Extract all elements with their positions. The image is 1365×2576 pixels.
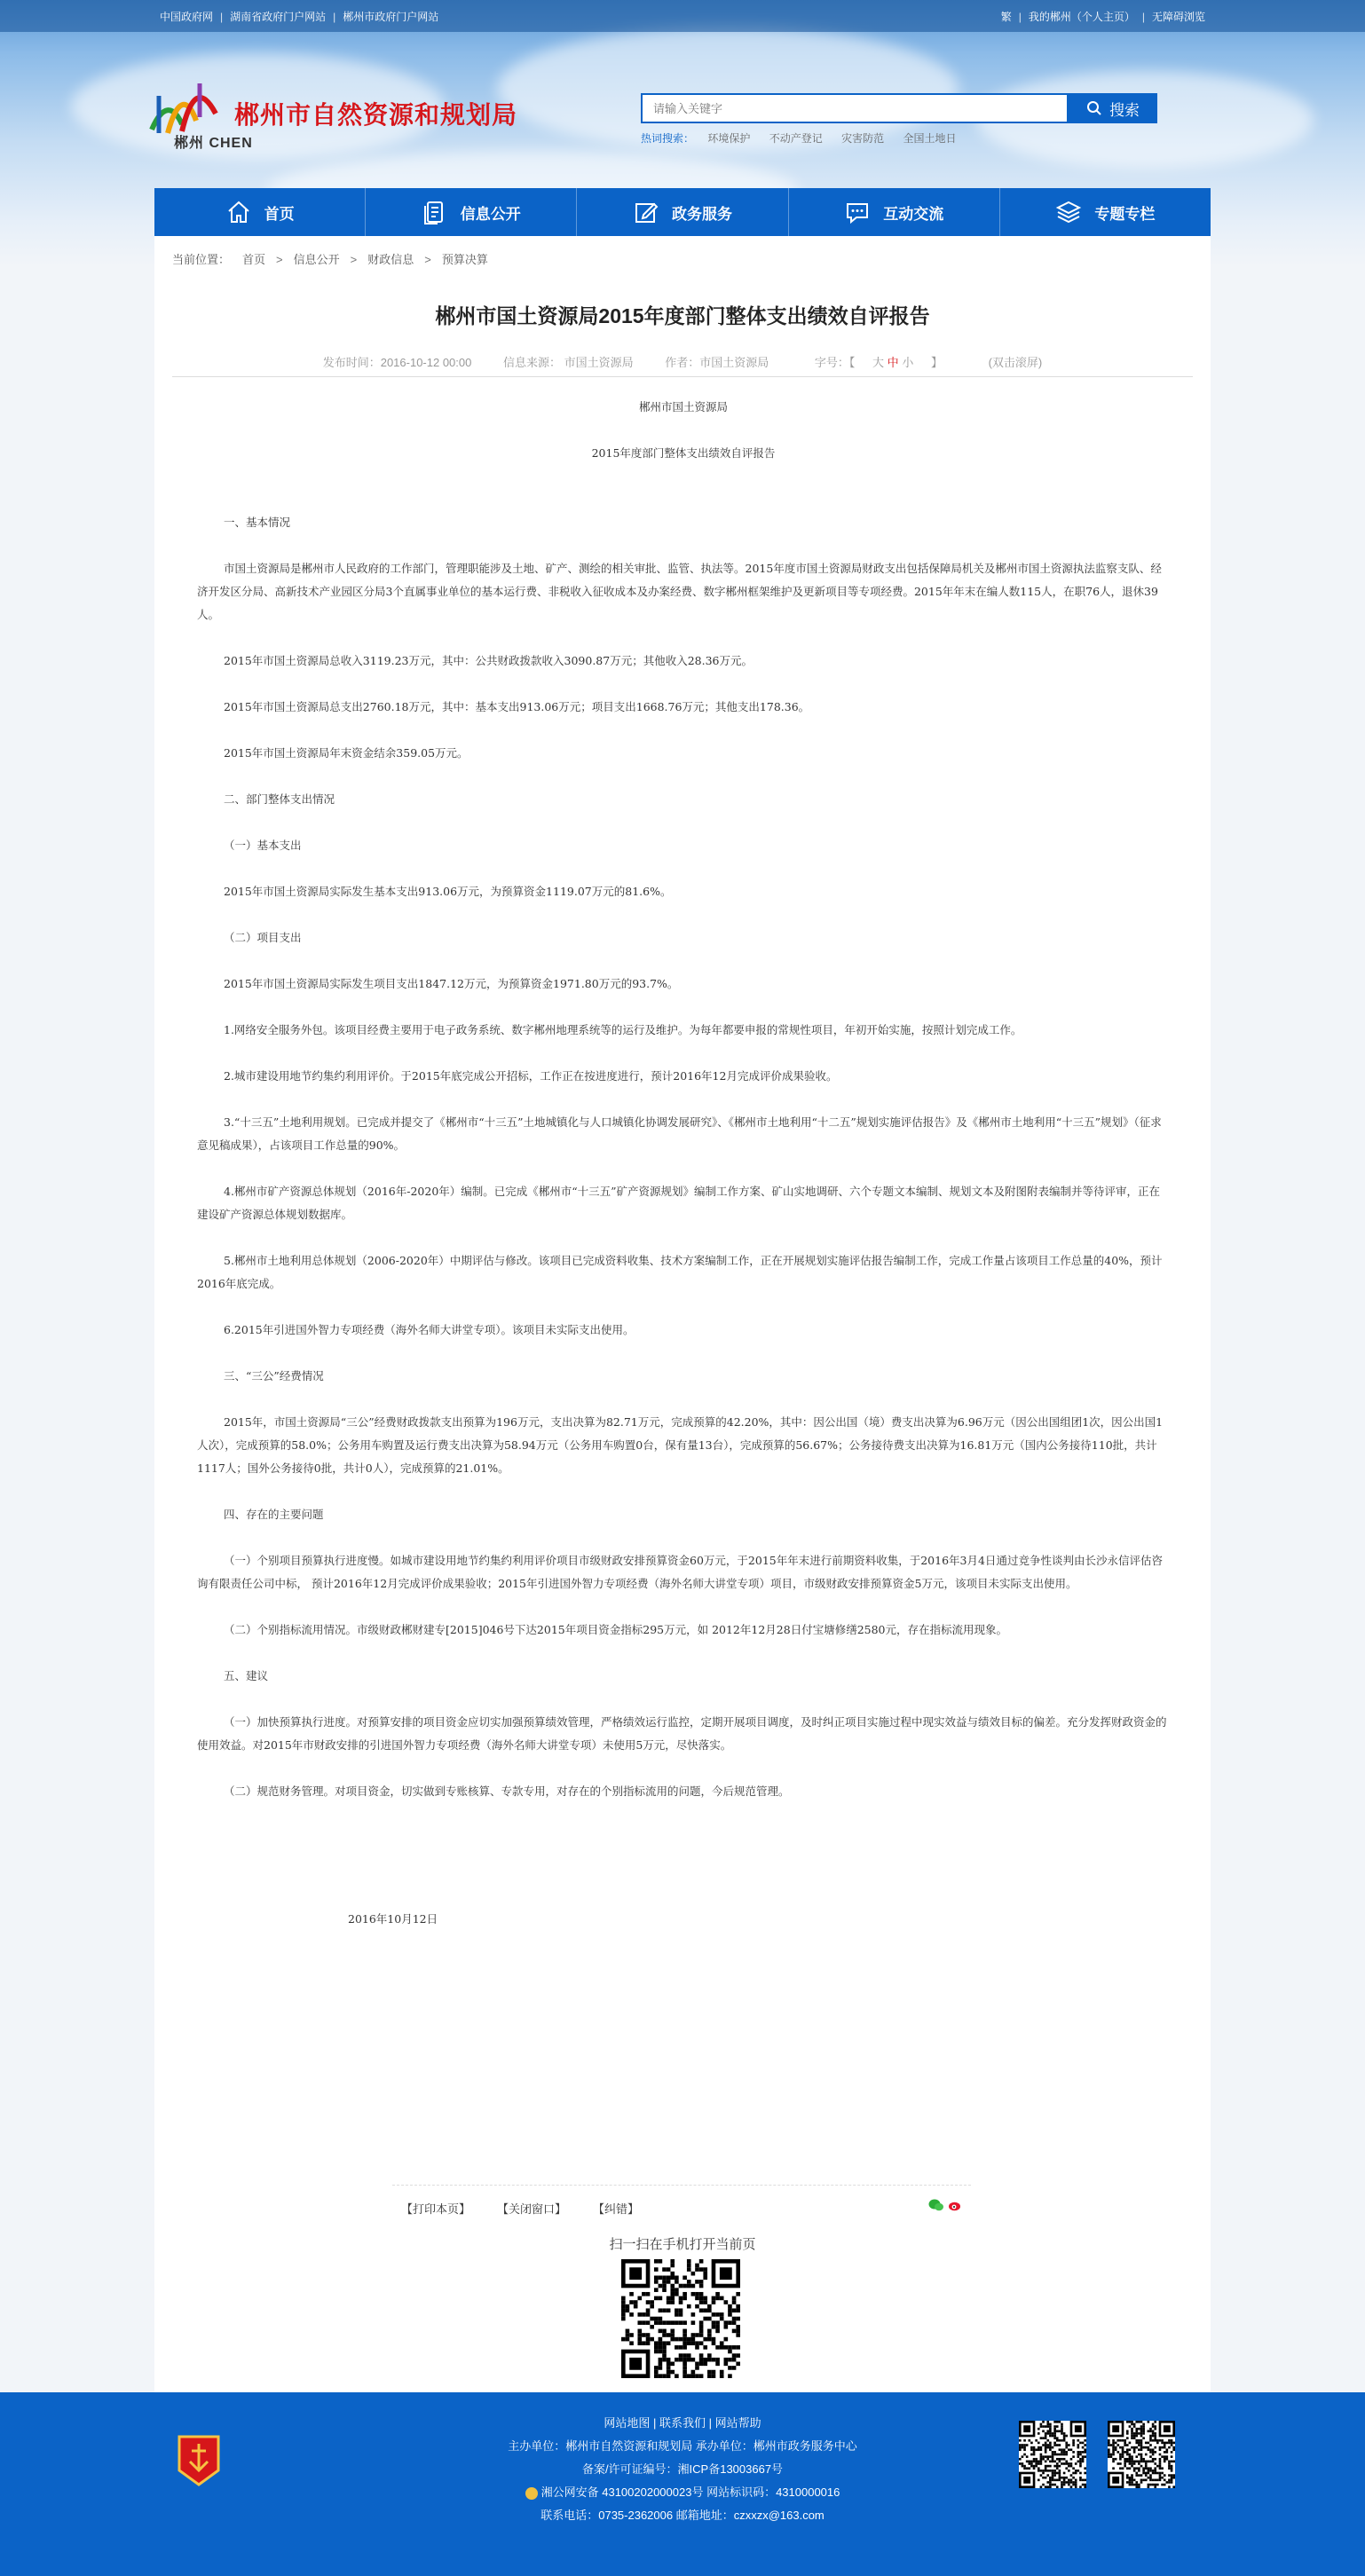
top-links-right: 繁 | 我的郴州（个人主页） | 无障碍浏览 xyxy=(1000,11,1205,23)
wechat-share-icon[interactable] xyxy=(928,2198,944,2212)
article-paragraph: 2015年市国土资源局总支出2760.18万元，其中：基本支出913.06万元；项目支出1668.76万元；其他支出178.36。 xyxy=(224,700,810,713)
main-nav xyxy=(154,188,1211,236)
footer-contact: 联系电话：0735-2362006 邮箱地址：czxxzx@163.com xyxy=(540,2509,825,2522)
article-paragraph: 2015年市国土资源局实际发生项目支出1847.12万元，为预算资金1971.80万元的93.7%。 xyxy=(224,977,679,990)
nav-label: 互动交流 xyxy=(883,205,944,223)
content-panel xyxy=(154,236,1211,2392)
article-paragraph: （一）个别项目预算执行进度慢。如城市建设用地节约集约利用评价项目市级财政安排预算资金60万元，于2015年年末进行前期资料收集，于2016年3月4日通过竞争性谈判由长沙永信评估咨询有限责任公司中标， 预计2016年12月完成评价成果验收；2015年引进国外智力专项经费（海外名师大讲堂专项）项目，市级财政安排预算资金5万元，该项目未实际支出使用。 xyxy=(197,1554,1163,1590)
footer xyxy=(0,2392,1365,2576)
article-paragraph: 1.网络安全服务外包。该项目经费主要用于电子政务系统、数字郴州地理系统等的运行及维护。为每年都要申报的常规性项目，年初开始实施，按照计划完成工作。 xyxy=(224,1023,1022,1036)
article-paragraph: 一、基本情况 xyxy=(224,516,291,529)
qr-code-image xyxy=(621,2259,740,2378)
article-paragraph: 6.2015年引进国外智力专项经费（海外名师大讲堂专项）。该项目未实际支出使用。 xyxy=(224,1323,635,1336)
chat-icon xyxy=(844,199,871,225)
article-paragraph: 郴州市国土资源局 xyxy=(638,400,728,414)
article-paragraph: 三、“三公”经费情况 xyxy=(224,1369,324,1383)
link-chenzhou-gov[interactable]: 郴州市政府门户网站 xyxy=(343,11,439,23)
article-paragraph: 3.“十三五”土地利用规划。已完成并提交了《郴州市“十三五”土地城镇化与人口城镇化协调发展研究》、《郴州市土地利用“十二五”规划实施评估报告》及《郴州市土地利用“十三五”规划》（征求意见稿成果），占该项目工作总量的90%。 xyxy=(197,1115,1162,1152)
article-paragraph: 2015年市国土资源局总收入3119.23万元，其中：公共财政拨款收入3090.87万元；其他收入28.36万元。 xyxy=(224,654,753,667)
info-source: 信息来源： 市国土资源局 xyxy=(503,356,634,369)
article-paragraph: 2.城市建设用地节约集约利用评价。于2015年底完成公开招标，工作正在按进度进行，预计2016年12月完成评价成果验收。 xyxy=(224,1069,838,1083)
nav-item-interaction[interactable] xyxy=(789,188,1000,236)
search-icon xyxy=(1086,100,1102,116)
footer-links[interactable]: 网站地图 | 联系我们 | 网站帮助 xyxy=(604,2416,761,2430)
publish-time: 发布时间：2016-10-12 00:00 xyxy=(322,356,472,369)
hot-words xyxy=(641,130,972,146)
nav-label: 信息公开 xyxy=(460,205,521,223)
article-paragraph xyxy=(197,488,1170,511)
top-bar xyxy=(0,0,1365,32)
site-title[interactable]: 郴州市自然资源和规划局 xyxy=(234,101,518,129)
footer-host: 主办单位：郴州市自然资源和规划局 承办单位：郴州市政务服务中心 xyxy=(508,2439,857,2453)
breadcrumb-finance[interactable]: 财政信息 xyxy=(367,253,414,266)
article-paragraph: 2015年市国土资源局年末资金结余359.05万元。 xyxy=(224,746,469,760)
breadcrumb: 当前位置： 首页 > 信息公开 > 财政信息 > 预算决算 xyxy=(172,253,488,266)
scroll-hint: (双击滚屏) xyxy=(988,356,1043,369)
article-paragraph xyxy=(197,1826,1170,1849)
link-gov-cn[interactable]: 中国政府网 xyxy=(160,11,214,23)
hot-words-label: 热词搜索： xyxy=(641,132,695,145)
breadcrumb-home[interactable]: 首页 xyxy=(242,253,266,266)
logo-text: 郴州 CHEN xyxy=(174,136,253,151)
footer-police: 湘公网安备 43100202000023号 网站标识码：4310000016 xyxy=(0,2481,1365,2504)
nav-item-home[interactable] xyxy=(154,188,366,236)
article-paragraph: 5.郴州市土地利用总体规划（2006-2020年）中期评估与修改。该项目已完成资料收集、技术方案编制工作，正在开展规划实施评估报告编制工作，完成工作量占该项目工作总量的40%，预计2016年底完成。 xyxy=(197,1254,1163,1290)
article-body xyxy=(197,396,1170,1931)
article-paragraph: 市国土资源局是郴州市人民政府的工作部门，管理职能涉及土地、矿产、测绘的相关审批、监管、执法等。2015年度市国土资源局财政支出包括保障局机关及郴州市国土资源执法监察支队、经济开发区分局、高新技术产业园区分局3个直属事业单位的基本运行费、非税收入征收成本及办案经费、数字郴州框架维护及更新项目等专项经费。2015年年末在编人数115人，在职76人，退休39人。 xyxy=(197,562,1162,621)
document-icon xyxy=(422,199,448,225)
article-paragraph: 2015年度部门整体支出绩效自评报告 xyxy=(591,446,776,460)
divider xyxy=(172,376,1193,377)
footer-qr-code-1 xyxy=(1019,2421,1086,2488)
article-paragraph: 2016年10月12日 xyxy=(348,1912,438,1926)
edit-icon xyxy=(633,199,659,225)
top-links-left: 中国政府网 | 湖南省政府门户网站 | 郴州市政府门户网站 xyxy=(160,11,439,23)
close-window-button[interactable]: 【关闭窗口】 xyxy=(497,2202,567,2216)
nav-item-topics[interactable] xyxy=(1000,188,1211,236)
search-button-label: 搜索 xyxy=(1109,101,1140,119)
search-input[interactable] xyxy=(643,95,1069,122)
article-paragraph: （一）基本支出 xyxy=(224,839,302,852)
article-paragraph: （二）个别指标流用情况。市级财政郴财建专[2015]046号下达2015年项目资金指标295万元，如 2012年12月28日付宝塘修缮2580元，存在指标流用现象。 xyxy=(224,1623,1008,1636)
author: 作者：市国土资源局 xyxy=(665,356,769,369)
article-paragraph: 2015年，市国土资源局“三公”经费财政拨款支出预算为196万元，支出决算为82.71万元，完成预算的42.20%，其中：因公出国（境）费支出决算为6.96万元（因公出国组团1次，因公出国1人次），完成预算的58.0%；公务用车购置及运行费支出决算为58.94万元（公务用车购置0台，保有量13台），完成预算的56.67%；公务接待费支出决算为16.81万元（国内公务接待110批，共计1117人；国外公务接待0批，共计0人），完成预算的21.01%。 xyxy=(197,1415,1164,1475)
breadcrumb-budget[interactable]: 预算决算 xyxy=(441,253,488,266)
hot-word-link[interactable]: 环境保护 xyxy=(707,132,751,145)
font-medium-button[interactable]: 中 xyxy=(887,356,899,369)
qr-caption: 扫一扫在手机打开当前页 xyxy=(609,2237,756,2252)
correct-button[interactable]: 【纠错】 xyxy=(593,2202,640,2216)
footer-qr-code-2 xyxy=(1108,2421,1175,2488)
weibo-share-icon[interactable] xyxy=(948,2198,962,2212)
article-paragraph: 四、存在的主要问题 xyxy=(224,1508,324,1521)
search-box xyxy=(641,93,1069,123)
print-button[interactable]: 【打印本页】 xyxy=(401,2202,471,2216)
font-small-button[interactable]: 小 xyxy=(902,356,914,369)
breadcrumb-info[interactable]: 信息公开 xyxy=(293,253,340,266)
layers-icon xyxy=(1055,199,1082,225)
article-tools xyxy=(392,2185,971,2217)
font-size-control: 字号：【 大 中 小 】 xyxy=(814,356,943,369)
hot-word-link[interactable]: 全国土地日 xyxy=(903,132,957,145)
link-accessibility[interactable]: 无障碍浏览 xyxy=(1151,11,1205,23)
nav-label: 专题专栏 xyxy=(1094,205,1156,223)
article-paragraph: 二、部门整体支出情况 xyxy=(224,792,335,806)
link-my-chenzhou[interactable]: 我的郴州（个人主页） xyxy=(1028,11,1135,23)
nav-label: 首页 xyxy=(264,205,295,223)
article-paragraph: （二）项目支出 xyxy=(224,931,302,944)
hot-word-link[interactable]: 灾害防范 xyxy=(841,132,885,145)
article-paragraph: （一）加快预算执行进度。对预算安排的项目资金应切实加强预算绩效管理，严格绩效运行监控，定期开展项目调度，及时纠正项目实施过程中现实效益与绩效目标的偏差。充分发挥财政资金的使用效益。对2015年市财政安排的引进国外智力专项经费（海外名师大讲堂专项）未使用5万元，尽快落实。 xyxy=(197,1715,1167,1752)
home-icon xyxy=(225,199,252,225)
article-paragraph: 4.郴州市矿产资源总体规划（2016年-2020年）编制。已完成《郴州市“十三五”矿产资源规划》编制工作方案、矿山实地调研、六个专题文本编制、规划文本及附图附表编制并等待评审，正在建设矿产资源总体规划数据库。 xyxy=(197,1185,1161,1221)
article-paragraph: （二）规范财务管理。对项目资金，切实做到专账核算、专款专用，对存在的个别指标流用的问题，今后规范管理。 xyxy=(224,1784,790,1798)
search-button[interactable] xyxy=(1069,93,1157,123)
article-paragraph xyxy=(197,1872,1170,1895)
article-paragraph xyxy=(197,1849,1170,1872)
nav-label: 政务服务 xyxy=(672,205,732,223)
nav-item-info[interactable] xyxy=(366,188,577,236)
breadcrumb-prefix: 当前位置： xyxy=(172,253,231,266)
article-meta xyxy=(154,353,1211,370)
article-paragraph: 2015年市国土资源局实际发生基本支出913.06万元，为预算资金1119.07万元的81.6%。 xyxy=(224,885,672,898)
nav-item-service[interactable] xyxy=(577,188,788,236)
font-large-button[interactable]: 大 xyxy=(872,356,885,369)
footer-icp[interactable]: 备案/许可证编号：湘ICP备13003667号 xyxy=(581,2462,784,2476)
article-paragraph: 五、建议 xyxy=(224,1669,269,1682)
link-hunan-gov[interactable]: 湖南省政府门户网站 xyxy=(230,11,327,23)
police-badge-icon xyxy=(525,2487,538,2500)
article-title: 郴州市国土资源局2015年度部门整体支出绩效自评报告 xyxy=(435,304,930,327)
link-traditional[interactable]: 繁 xyxy=(1000,11,1012,23)
hot-word-link[interactable]: 不动产登记 xyxy=(769,132,823,145)
